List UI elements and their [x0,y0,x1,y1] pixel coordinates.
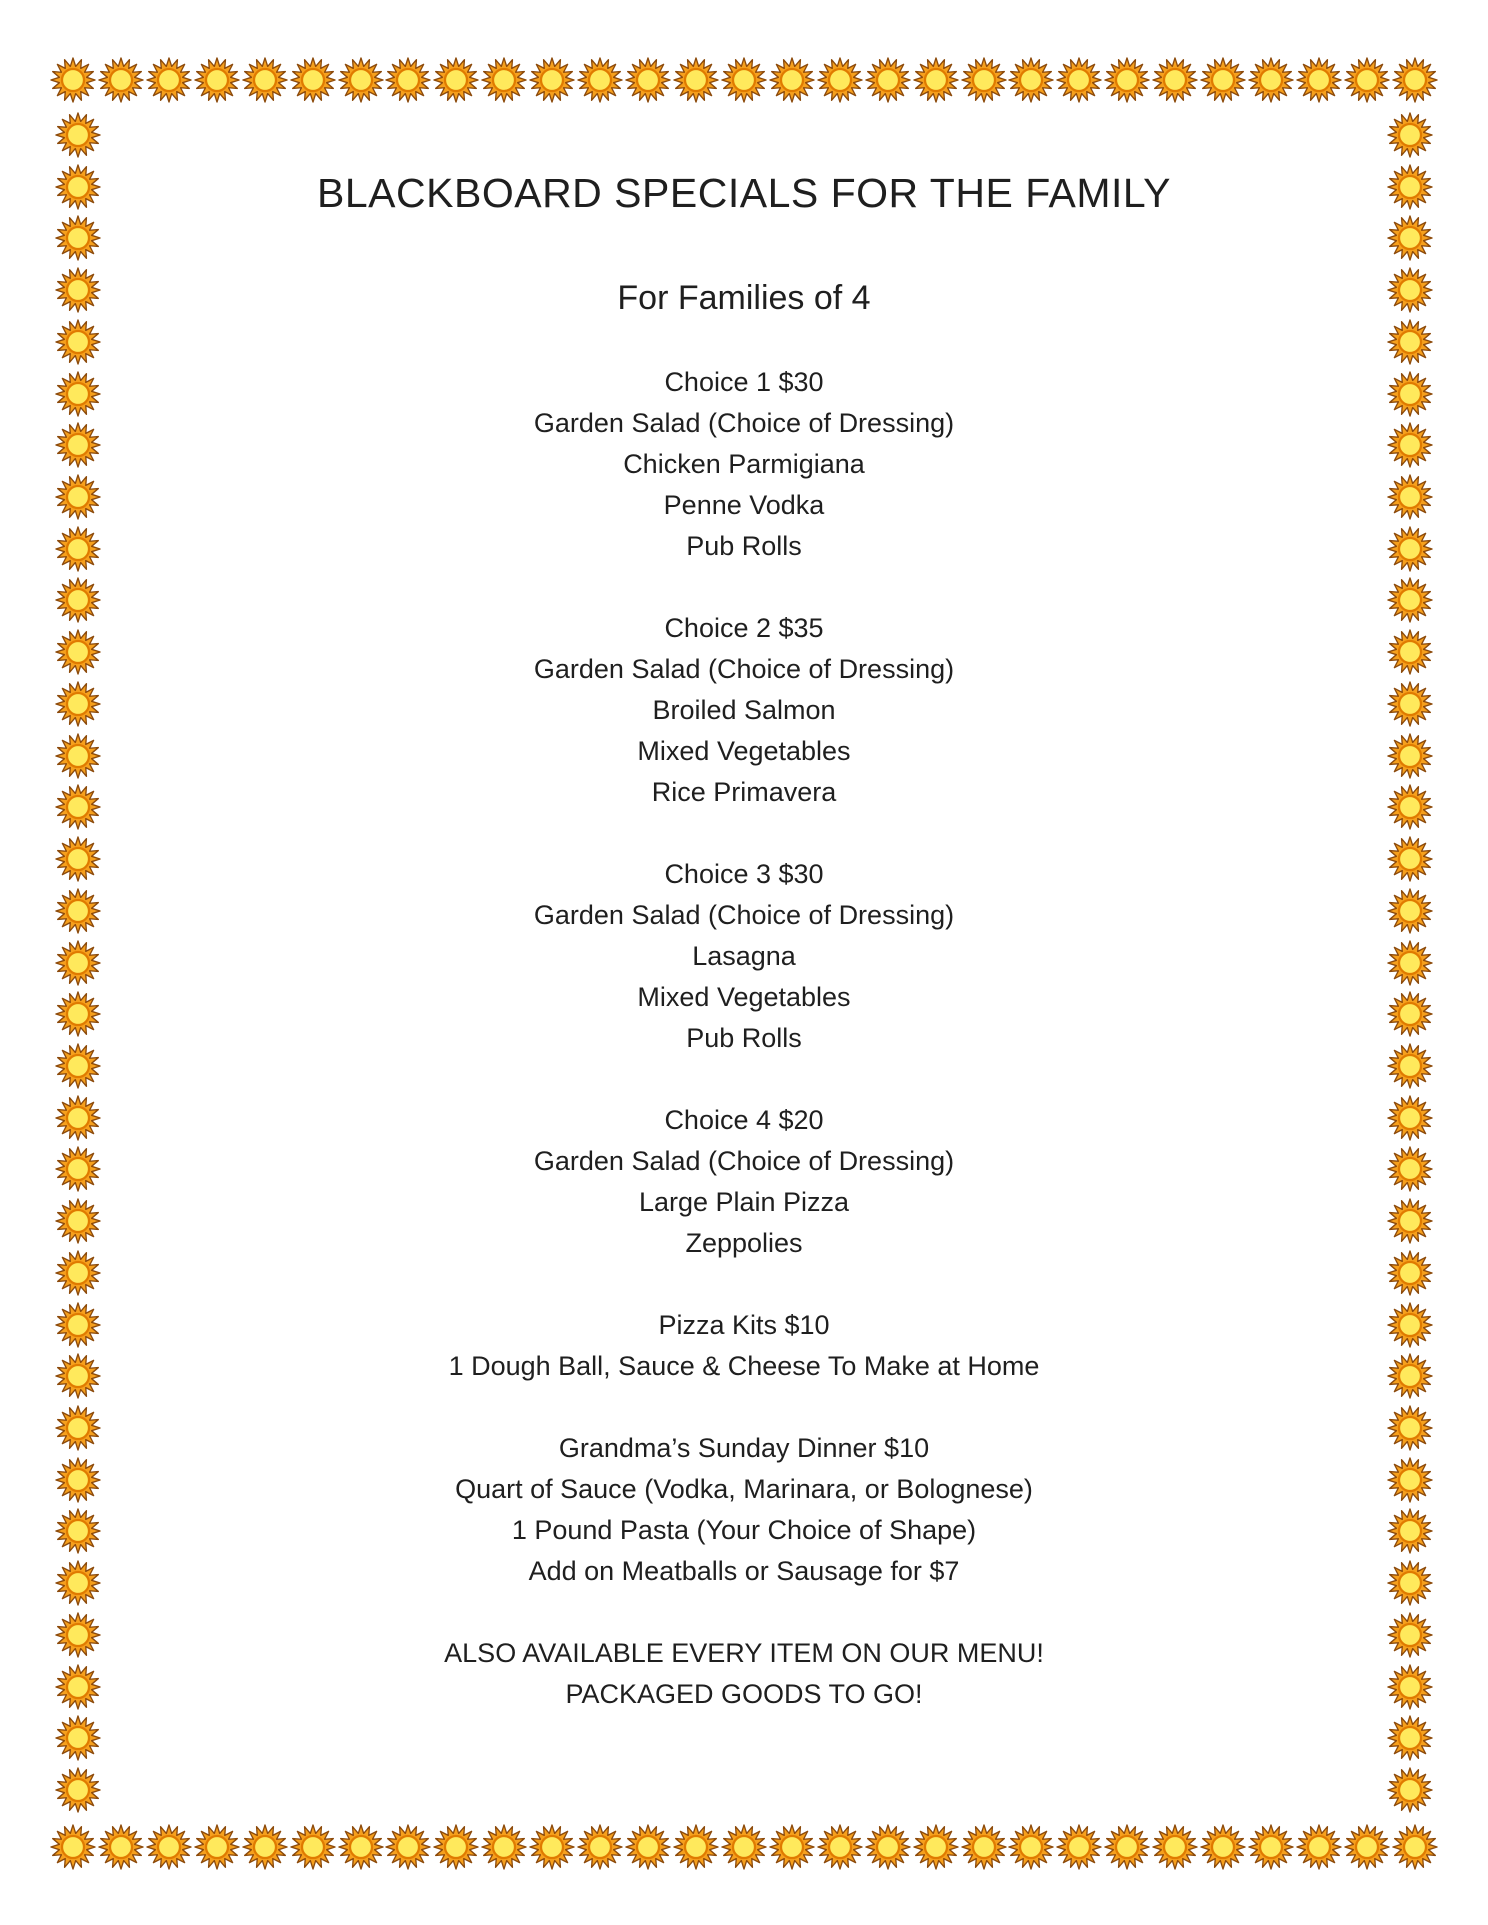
sun-icon-wrap [1387,422,1433,468]
sun-icon [55,1302,101,1348]
sun-icon-wrap [146,57,192,103]
sun-icon [55,681,101,727]
sun-icon-wrap [1008,1824,1054,1870]
menu-item: Garden Salad (Choice of Dressing) [533,408,955,438]
sun-icon [1296,57,1342,103]
menu-section [130,1100,1358,1264]
menu-item: Garden Salad (Choice of Dressing) [533,654,955,684]
sun-icon-wrap [433,57,479,103]
sun-icon [385,1824,431,1870]
sun-border-right [1386,112,1434,1813]
sun-icon [673,57,719,103]
sun-icon-wrap [865,1824,911,1870]
menu-section-heading: Choice 3 $30 [664,859,824,889]
sun-icon [1387,940,1433,986]
sun-icon [55,267,101,313]
sun-icon [55,1560,101,1606]
sun-icon [55,112,101,158]
sun-icon-wrap [1387,1146,1433,1192]
sun-icon [865,57,911,103]
sun-icon-wrap [1387,1095,1433,1141]
sun-icon-wrap [55,784,101,830]
menu-section-heading: Pizza Kits $10 [658,1310,830,1340]
sun-border-left [54,112,102,1813]
sun-icon [55,1508,101,1554]
sun-icon-wrap [625,1824,671,1870]
sun-icon [290,1824,336,1870]
menu-item: Garden Salad (Choice of Dressing) [533,900,955,930]
sun-icon [1387,1508,1433,1554]
menu-section-heading: Choice 4 $20 [664,1105,824,1135]
sun-icon-wrap [1104,1824,1150,1870]
sun-icon [1387,836,1433,882]
sun-icon-wrap [1296,57,1342,103]
sun-icon-wrap [55,422,101,468]
sun-icon [1387,1353,1433,1399]
sun-icon [55,733,101,779]
menu-content [130,170,1358,1715]
sun-icon [721,1824,767,1870]
sun-icon-wrap [481,57,527,103]
menu-item: Add on Meatballs or Sausage for $7 [528,1556,960,1586]
page-subtitle: For Families of 4 [617,279,871,317]
sun-icon-wrap [1387,940,1433,986]
sun-icon-wrap [1344,57,1390,103]
sun-icon-wrap [1387,1612,1433,1658]
sun-icon-wrap [55,836,101,882]
sun-icon-wrap [673,57,719,103]
sun-icon-wrap [55,629,101,675]
sun-icon [1152,1824,1198,1870]
sun-icon-wrap [55,1612,101,1658]
sun-icon-wrap [242,57,288,103]
sun-icon-wrap [55,1353,101,1399]
sun-icon [625,1824,671,1870]
sun-icon [481,57,527,103]
sun-icon [673,1824,719,1870]
sun-icon [577,57,623,103]
menu-section-heading: Choice 2 $35 [664,613,824,643]
sun-icon [1387,1302,1433,1348]
sun-icon-wrap [529,1824,575,1870]
sun-icon-wrap [1387,991,1433,1037]
sun-icon-wrap [1200,1824,1246,1870]
sun-icon [385,57,431,103]
sun-icon [194,57,240,103]
sun-icon [1392,57,1438,103]
sun-icon [1200,1824,1246,1870]
sun-icon [1387,681,1433,727]
sun-icon [55,319,101,365]
sun-icon [55,888,101,934]
menu-item: Zeppolies [685,1228,803,1258]
sun-icon-wrap [721,1824,767,1870]
sun-icon-wrap [385,1824,431,1870]
sun-icon [769,1824,815,1870]
sun-icon [98,57,144,103]
sun-icon-wrap [1387,1250,1433,1296]
sun-icon [1387,784,1433,830]
sun-icon [1152,57,1198,103]
sun-icon [98,1824,144,1870]
menu-item: Penne Vodka [663,490,825,520]
sun-icon-wrap [1387,1664,1433,1710]
sun-icon [1387,371,1433,417]
sun-icon-wrap [1200,57,1246,103]
sun-icon-wrap [1008,57,1054,103]
sun-icon-wrap [1387,1043,1433,1089]
sun-icon [865,1824,911,1870]
sun-icon [1387,112,1433,158]
sun-icon [1387,991,1433,1037]
sun-icon [1387,1250,1433,1296]
sun-icon-wrap [55,526,101,572]
sun-icon-wrap [481,1824,527,1870]
sun-icon-wrap [1387,1353,1433,1399]
sun-icon [55,474,101,520]
sun-icon-wrap [55,1250,101,1296]
sun-icon-wrap [55,371,101,417]
sun-icon [1387,474,1433,520]
sun-icon [433,57,479,103]
sun-icon [529,1824,575,1870]
sun-icon [625,57,671,103]
sun-icon-wrap [1152,57,1198,103]
sun-icon [1392,1824,1438,1870]
sun-icon [55,1095,101,1141]
sun-icon [529,57,575,103]
sun-icon-wrap [50,1824,96,1870]
menu-item: Chicken Parmigiana [623,449,865,479]
sun-icon-wrap [55,215,101,261]
sun-icon [817,57,863,103]
sun-icon-wrap [55,1043,101,1089]
sun-icon-wrap [577,57,623,103]
sun-icon [1387,526,1433,572]
sun-icon [1387,422,1433,468]
sun-icon [50,1824,96,1870]
sun-icon [817,1824,863,1870]
sun-icon-wrap [817,57,863,103]
menu-item: Large Plain Pizza [638,1187,850,1217]
sun-icon-wrap [55,1095,101,1141]
sun-icon-wrap [1387,1198,1433,1244]
sun-icon-wrap [1248,57,1294,103]
sun-icon-wrap [577,1824,623,1870]
sun-icon-wrap [1152,1824,1198,1870]
sun-icon-wrap [1056,57,1102,103]
sun-icon-wrap [55,940,101,986]
sun-icon-wrap [55,1715,101,1761]
sun-icon-wrap [1387,836,1433,882]
sun-icon-wrap [146,1824,192,1870]
sun-icon [55,1767,101,1813]
sun-icon-wrap [1387,1457,1433,1503]
sun-icon [55,1664,101,1710]
menu-item: Lasagna [692,941,796,971]
sun-icon [721,57,767,103]
sun-icon [55,577,101,623]
menu-section [130,608,1358,813]
sun-icon-wrap [721,57,767,103]
sun-icon [1387,1405,1433,1451]
sun-icon-wrap [1387,526,1433,572]
sun-icon-wrap [769,1824,815,1870]
sun-icon [55,215,101,261]
sun-icon [55,1715,101,1761]
sun-icon [1056,57,1102,103]
sun-icon-wrap [242,1824,288,1870]
menu-item: Pub Rolls [686,1023,802,1053]
sun-icon-wrap [1387,371,1433,417]
sun-icon [242,1824,288,1870]
sun-icon-wrap [55,1302,101,1348]
sun-icon-wrap [1387,1560,1433,1606]
sun-icon-wrap [1056,1824,1102,1870]
sun-icon-wrap [1104,57,1150,103]
sun-icon [55,1198,101,1244]
sun-icon-wrap [55,474,101,520]
sun-icon-wrap [673,1824,719,1870]
menu-section-heading: Grandma’s Sunday Dinner $10 [558,1433,930,1463]
sun-icon [1248,1824,1294,1870]
sun-icon [1387,267,1433,313]
sun-icon-wrap [98,1824,144,1870]
sun-icon [1344,1824,1390,1870]
sun-icon-wrap [385,57,431,103]
sun-icon-wrap [1387,1405,1433,1451]
menu-item: Mixed Vegetables [637,982,851,1012]
sun-border-top [50,56,1438,104]
sun-icon [55,526,101,572]
sun-icon [961,57,1007,103]
sun-icon-wrap [961,57,1007,103]
sun-icon [913,57,959,103]
sun-icon [1387,1146,1433,1192]
sun-icon [338,1824,384,1870]
menu-footer [130,1633,1358,1715]
sun-icon [913,1824,959,1870]
sun-icon-wrap [55,888,101,934]
sun-icon-wrap [55,319,101,365]
sun-icon [55,1043,101,1089]
sun-icon [1387,1560,1433,1606]
sun-icon [1387,1457,1433,1503]
menu-item: Garden Salad (Choice of Dressing) [533,1146,955,1176]
sun-icon-wrap [55,112,101,158]
sun-icon-wrap [1387,681,1433,727]
sun-icon [50,57,96,103]
menu-section [130,854,1358,1059]
sun-icon-wrap [1387,215,1433,261]
sun-icon [55,164,101,210]
sun-icon [1387,164,1433,210]
sun-icon [1387,1198,1433,1244]
sun-icon-wrap [1387,319,1433,365]
sun-icon [961,1824,1007,1870]
sun-icon [55,1405,101,1451]
sun-icon-wrap [529,57,575,103]
sun-icon [1104,1824,1150,1870]
page-title: BLACKBOARD SPECIALS FOR THE FAMILY [317,170,1171,216]
sun-icon-wrap [817,1824,863,1870]
sun-icon [577,1824,623,1870]
menu-section [130,1428,1358,1592]
sun-icon [1387,1715,1433,1761]
sun-icon [1248,57,1294,103]
sun-icon [242,57,288,103]
menu-footer-line: PACKAGED GOODS TO GO! [565,1679,923,1709]
sun-icon [769,57,815,103]
menu-item: Pub Rolls [686,531,802,561]
sun-icon-wrap [1387,164,1433,210]
sun-icon [55,1250,101,1296]
sun-icon-wrap [1387,733,1433,779]
sun-icon [1387,1612,1433,1658]
menu-item: 1 Pound Pasta (Your Choice of Shape) [511,1515,977,1545]
menu-item: Mixed Vegetables [637,736,851,766]
sun-icon [55,784,101,830]
sun-icon-wrap [1387,784,1433,830]
sun-icon-wrap [55,733,101,779]
sun-icon [55,991,101,1037]
sun-icon-wrap [290,1824,336,1870]
sun-icon-wrap [55,1198,101,1244]
sun-icon-wrap [55,1767,101,1813]
sun-icon [481,1824,527,1870]
sun-icon-wrap [1387,267,1433,313]
menu-item: 1 Dough Ball, Sauce & Cheese To Make at Home [448,1351,1040,1381]
sun-icon-wrap [913,1824,959,1870]
sun-icon-wrap [865,57,911,103]
sun-icon-wrap [55,1457,101,1503]
menu-item: Rice Primavera [651,777,837,807]
sun-icon [1387,1043,1433,1089]
sun-icon [55,1457,101,1503]
sun-icon-wrap [1387,1715,1433,1761]
sun-icon-wrap [1296,1824,1342,1870]
sun-icon [1344,57,1390,103]
sun-icon-wrap [55,577,101,623]
menu-item: Broiled Salmon [652,695,836,725]
sun-icon-wrap [1387,112,1433,158]
sun-icon-wrap [55,1664,101,1710]
sun-icon [290,57,336,103]
sun-icon [1387,629,1433,675]
sun-icon-wrap [1387,474,1433,520]
sun-icon-wrap [1248,1824,1294,1870]
sun-icon [1387,1095,1433,1141]
sun-icon-wrap [55,681,101,727]
sun-icon-wrap [55,1560,101,1606]
sun-icon-wrap [55,267,101,313]
sun-icon [55,940,101,986]
menu-item: Quart of Sauce (Vodka, Marinara, or Bolognese) [455,1474,1033,1504]
sun-icon [1008,1824,1054,1870]
sun-icon-wrap [50,57,96,103]
sun-icon [433,1824,479,1870]
sun-icon [1387,888,1433,934]
sun-icon-wrap [55,1508,101,1554]
sun-icon-wrap [55,991,101,1037]
sun-icon [146,1824,192,1870]
sun-icon [55,629,101,675]
sun-icon [1387,1664,1433,1710]
sun-icon [1387,1767,1433,1813]
sun-icon [1387,319,1433,365]
menu-section [130,362,1358,567]
sun-icon-wrap [55,164,101,210]
sun-icon-wrap [194,1824,240,1870]
sun-icon [146,57,192,103]
menu-footer-line: ALSO AVAILABLE EVERY ITEM ON OUR MENU! [444,1638,1044,1668]
sun-icon-wrap [1392,57,1438,103]
sun-icon [1387,215,1433,261]
sun-icon [194,1824,240,1870]
sun-icon-wrap [1387,1508,1433,1554]
sun-icon [55,422,101,468]
sun-icon [1008,57,1054,103]
sun-icon-wrap [433,1824,479,1870]
menu-sections [130,362,1358,1592]
sun-icon-wrap [913,57,959,103]
sun-icon [55,1146,101,1192]
sun-icon [1200,57,1246,103]
sun-icon [55,1353,101,1399]
menu-section-heading: Choice 1 $30 [664,367,824,397]
sun-border-bottom [50,1823,1438,1871]
sun-icon-wrap [1387,888,1433,934]
sun-icon-wrap [961,1824,1007,1870]
sun-icon [1296,1824,1342,1870]
sun-icon-wrap [1387,1302,1433,1348]
sun-icon-wrap [98,57,144,103]
sun-icon-wrap [338,57,384,103]
sun-icon [55,1612,101,1658]
sun-icon-wrap [1392,1824,1438,1870]
menu-section [130,1305,1358,1387]
sun-icon-wrap [769,57,815,103]
sun-icon-wrap [338,1824,384,1870]
sun-icon-wrap [625,57,671,103]
sun-icon [338,57,384,103]
sun-icon-wrap [55,1146,101,1192]
sun-icon-wrap [1387,577,1433,623]
sun-icon [1387,733,1433,779]
sun-icon [1056,1824,1102,1870]
sun-icon-wrap [194,57,240,103]
sun-icon-wrap [1344,1824,1390,1870]
sun-icon [55,371,101,417]
sun-icon [55,836,101,882]
sun-icon [1387,577,1433,623]
sun-icon-wrap [1387,629,1433,675]
sun-icon-wrap [290,57,336,103]
sun-icon-wrap [1387,1767,1433,1813]
sun-icon [1104,57,1150,103]
sun-icon-wrap [55,1405,101,1451]
